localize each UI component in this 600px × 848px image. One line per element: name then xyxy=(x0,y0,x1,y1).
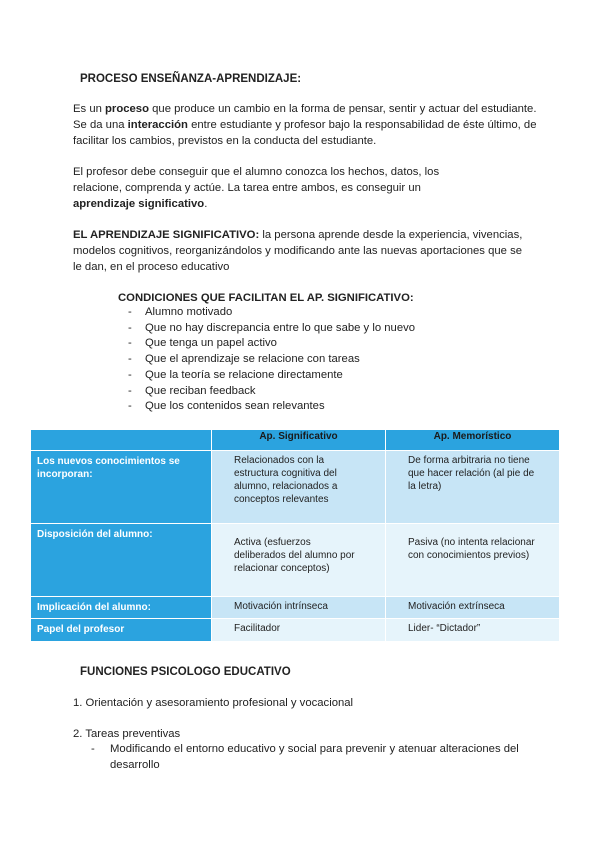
text-run: la persona aprende desde la experiencia, vivencias, modelos cognitivos, reorganizándolos y modificando ante las nuevas aportaciones que se le dan, en el proceso educativo xyxy=(73,229,523,273)
bold-term-aprendizaje-significativo: EL APRENDIZAJE SIGNIFICATIVO: xyxy=(73,229,260,241)
paragraph-aprendizaje-significativo xyxy=(73,227,533,275)
conditions-list xyxy=(128,305,528,415)
conditions-heading: CONDICIONES QUE FACILITAN EL AP. SIGNIFICATIVO: xyxy=(118,292,414,304)
list-item-text: Modificando el entorno educativo y social para prevenir y atenuar alteraciones del desarrollo xyxy=(110,743,519,771)
table-cell: De forma arbitraria no tiene que hacer relación (al pie de la letra) xyxy=(385,450,559,523)
list-item xyxy=(128,368,528,384)
comparison-table xyxy=(31,430,559,641)
table-header-memoristico: Ap. Memorístico xyxy=(385,430,559,450)
list-item-text: Que tenga un papel activo xyxy=(145,337,277,350)
dash-bullet: - xyxy=(91,743,95,755)
text-run: . xyxy=(204,198,208,210)
list-item-text: Que reciban feedback xyxy=(145,384,256,397)
dash-bullet: - xyxy=(128,353,132,366)
list-item xyxy=(128,352,528,368)
dash-bullet: - xyxy=(128,337,132,350)
list-item xyxy=(128,336,528,352)
functions-heading: FUNCIONES PSICOLOGO EDUCATIVO xyxy=(80,666,291,678)
table-header-row xyxy=(31,430,559,450)
dash-bullet: - xyxy=(128,368,132,381)
dash-bullet: - xyxy=(128,321,132,334)
table-cell: Pasiva (no intenta relacionar con conocimientos previos) xyxy=(385,523,559,596)
table-cell: Activa (esfuerzos deliberados del alumno por relacionar conceptos) xyxy=(211,523,385,596)
list-item-text: Que la teoría se relacione directamente xyxy=(145,368,343,381)
table-header-significativo: Ap. Significativo xyxy=(211,430,385,450)
dash-bullet: - xyxy=(128,400,132,413)
paragraph-proceso xyxy=(73,101,553,149)
table-cell: Facilitador xyxy=(211,618,385,641)
bold-term-aprendizaje: aprendizaje significativo xyxy=(73,198,205,210)
paragraph-profesor xyxy=(73,164,483,212)
functions-item-1: 1. Orientación y asesoramiento profesional y vocacional xyxy=(73,697,354,709)
dash-bullet: - xyxy=(128,384,132,397)
list-item xyxy=(91,742,546,773)
list-item-text: Que el aprendizaje se relacione con tareas xyxy=(145,353,360,366)
text-run: entre estudiante y profesor bajo la responsabilidad de éste último, de facilitar los cambios, previstos en la conducta del estudiante. xyxy=(73,119,537,147)
list-item xyxy=(128,399,528,415)
functions-item-2: 2. Tareas preventivas xyxy=(73,728,181,740)
dash-bullet: - xyxy=(128,306,132,318)
table-row xyxy=(31,596,559,618)
list-item xyxy=(128,321,528,337)
table-row xyxy=(31,618,559,641)
row-label: Los nuevos conocimientos se incorporan: xyxy=(31,450,211,523)
bold-term-proceso: proceso xyxy=(105,103,149,115)
table-cell: Lider- “Dictador” xyxy=(385,618,559,641)
table-header-cell xyxy=(31,430,211,450)
page-title: PROCESO ENSEÑANZA-APRENDIZAJE: xyxy=(80,73,302,85)
functions-sublist xyxy=(91,742,546,773)
table-row xyxy=(31,523,559,596)
row-label: Disposición del alumno: xyxy=(31,523,211,596)
list-item xyxy=(128,384,528,400)
row-label: Implicación del alumno: xyxy=(31,596,211,618)
text-run: Es un xyxy=(73,103,106,115)
table-cell: Motivación intrínseca xyxy=(211,596,385,618)
bold-term-interaccion: interacción xyxy=(127,119,188,131)
list-item-text: Que no hay discrepancia entre lo que sabe y lo nuevo xyxy=(145,321,416,334)
table-cell: Relacionados con la estructura cognitiva del alumno, relacionados a conceptos relevantes xyxy=(211,450,385,523)
text-run: El profesor debe conseguir que el alumno conozca los hechos, datos, los relacione, comprenda y actúe. La tarea entre ambos, es conseguir un xyxy=(73,166,440,194)
list-item-text: Que los contenidos sean relevantes xyxy=(145,400,325,413)
table-cell: Motivación extrínseca xyxy=(385,596,559,618)
list-item xyxy=(128,305,528,321)
row-label: Papel del profesor xyxy=(31,618,211,641)
table-row xyxy=(31,450,559,523)
text-run: que produce un cambio en la forma de pensar, sentir y actuar del estudiante. Se da una xyxy=(73,103,537,131)
list-item-text: Alumno motivado xyxy=(145,306,233,318)
